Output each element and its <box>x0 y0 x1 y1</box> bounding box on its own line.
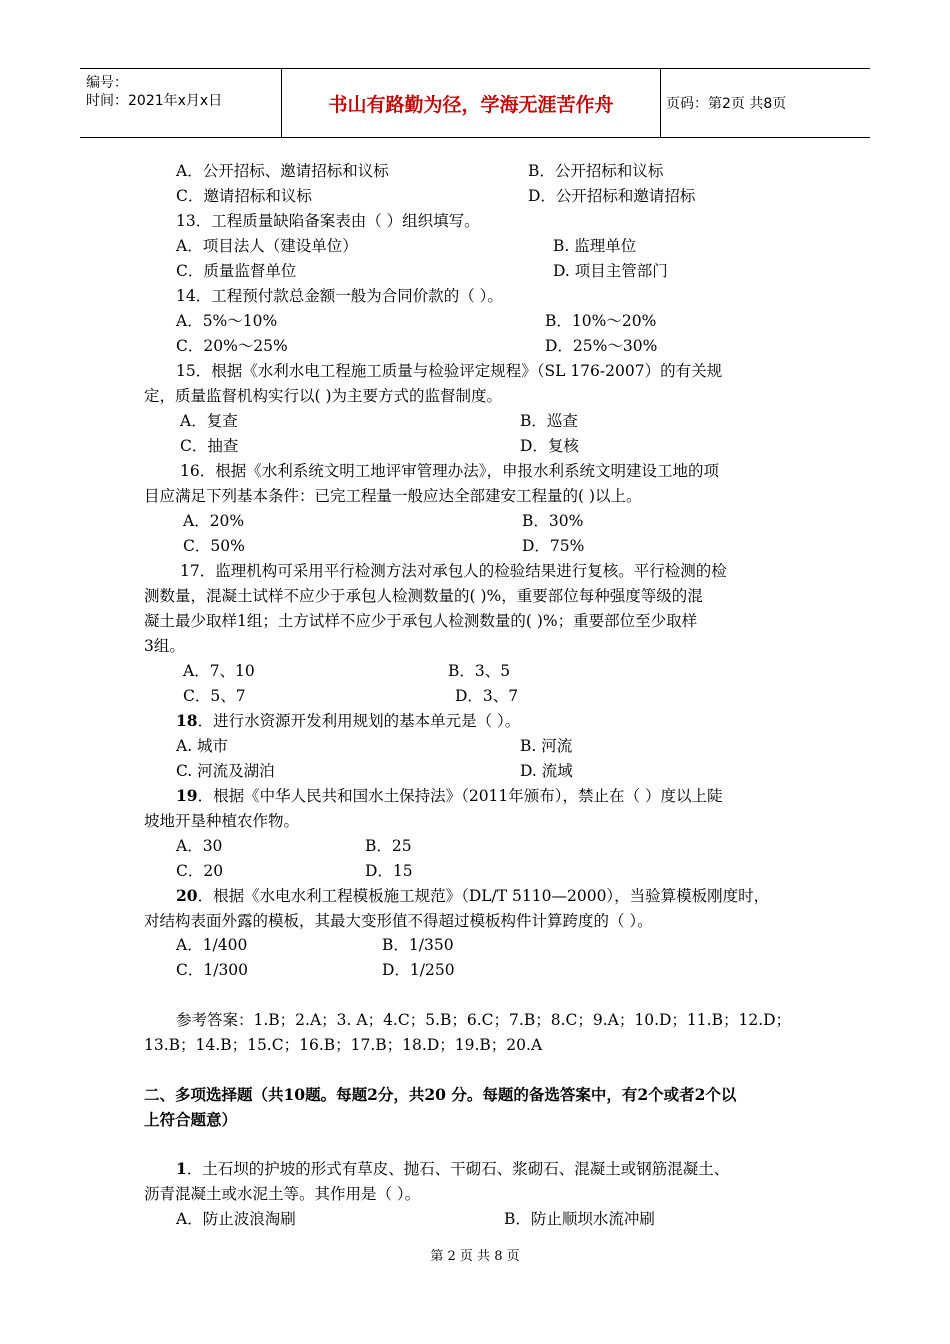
text-line: C．5、7 <box>183 687 246 705</box>
text-line: B．公开招标和议标 <box>528 162 664 180</box>
text-line <box>176 710 520 732</box>
question-text: ．根据《水电水利工程模板施工规范》（DL/T 5110—2000），当验算模板刚度时， <box>197 887 770 905</box>
question-number: 19 <box>176 786 198 805</box>
text-line: 坡地开垦种植农作物。 <box>144 812 300 830</box>
text-line <box>176 785 722 807</box>
time-label: 时间：2021年x月x日 <box>86 93 223 109</box>
question-text: ．土石坝的护坡的形式有草皮、抛石、干砌石、浆砌石、混凝土或钢筋混凝土、 <box>186 1160 730 1178</box>
text-line: C．邀请招标和议标 <box>176 187 312 205</box>
text-line: 沥青混凝土或水泥土等。其作用是（ ）。 <box>144 1185 421 1203</box>
question-text: ．根据《中华人民共和国水土保持法》（2011年颁布），禁止在（ ）度以上陡 <box>197 787 723 805</box>
header-meta <box>80 69 281 137</box>
text-line: 测数量，混凝土试样不应少于承包人检测数量的( )%，重要部位每种强度等级的混 <box>144 587 703 605</box>
text-line: C．20 <box>176 862 224 880</box>
text-line: B．10%～20% <box>545 312 657 330</box>
question-number: 20 <box>176 886 198 905</box>
text-line: 对结构表面外露的模板，其最大变形值不得超过模板构件计算跨度的（ ）。 <box>144 912 653 930</box>
text-line: A．1/400 <box>176 936 248 954</box>
text-line: A．公开招标、邀请招标和议标 <box>176 162 389 180</box>
text-line: 17．监理机构可采用平行检测方法对承包人的检验结果进行复核。平行检测的检 <box>180 562 727 580</box>
header-page-label: 页码：第2页 共8页 <box>666 96 787 112</box>
text-line: 13.B；14.B；15.C；16.B；17.B；18.D；19.B；20.A <box>144 1036 543 1054</box>
page-header <box>80 68 870 138</box>
text-line: A．30 <box>176 837 223 855</box>
text-line <box>176 885 769 907</box>
text-line: D．公开招标和邀请招标 <box>528 187 696 205</box>
text-line: C．质量监督单位 <box>176 262 297 280</box>
text-line: C．50% <box>183 537 245 555</box>
text-line: 上符合题意） <box>144 1110 238 1129</box>
text-line: B．巡查 <box>520 412 578 430</box>
text-line: A．20% <box>183 512 245 530</box>
text-line: A．5%～10% <box>176 312 278 330</box>
text-line: A．7、10 <box>183 662 255 680</box>
text-line <box>176 1158 729 1180</box>
text-line: D．复核 <box>520 437 579 455</box>
text-line: C．20%～25% <box>176 337 288 355</box>
question-number: 1 <box>176 1159 187 1178</box>
text-line: D．75% <box>522 537 585 555</box>
text-line: B．1/350 <box>382 936 454 954</box>
text-line: B. 河流 <box>520 737 573 755</box>
number-label: 编号： <box>86 75 128 91</box>
text-line: 参考答案：1.B；2.A；3. A；4.C；5.B；6.C；7.B；8.C；9.A；10.D；11.B；12.D； <box>176 1011 792 1029</box>
text-line: C．抽查 <box>180 437 239 455</box>
text-line: 凝土最少取样1组；土方试样不应少于承包人检测数量的( )%；重要部位至少取样 <box>144 612 698 630</box>
text-line: 13．工程质量缺陷备案表由（ ）组织填写。 <box>176 212 480 230</box>
question-number: 18 <box>176 711 198 730</box>
text-line: 16．根据《水利系统文明工地评审管理办法》，申报水利系统文明建设工地的项 <box>180 462 719 480</box>
text-line: B．防止顺坝水流冲刷 <box>504 1210 655 1228</box>
text-line: 15．根据《水利水电工程施工质量与检验评定规程》（SL 176-2007）的有关规 <box>176 362 723 380</box>
text-line: D．1/250 <box>382 961 455 979</box>
page-footer: 第 2 页 共 8 页 <box>430 1249 520 1264</box>
text-line: 目应满足下列基本条件：已完工程量一般应达全部建安工程量的( )以上。 <box>144 487 642 505</box>
text-line: A．项目法人（建设单位） <box>176 237 358 255</box>
text-line: B．25 <box>365 837 412 855</box>
header-slogan: 书山有路勤为径，学海无涯苦作舟 <box>281 69 661 137</box>
text-line: 定，质量监督机构实行以( )为主要方式的监督制度。 <box>144 387 503 405</box>
text-line: B．3、5 <box>448 662 511 680</box>
text-line: 14．工程预付款总金额一般为合同价款的（ ）。 <box>176 287 503 305</box>
text-line: B. 监理单位 <box>553 237 637 255</box>
text-line: C. 河流及湖泊 <box>176 762 275 780</box>
text-line: 二、多项选择题（共10题。每题2分，共20 分。每题的备选答案中，有2个或者2个以 <box>144 1085 737 1104</box>
text-line: D．25%～30% <box>545 337 658 355</box>
question-text: ．进行水资源开发利用规划的基本单元是（ ）。 <box>197 712 521 730</box>
text-line: A. 城市 <box>176 737 229 755</box>
text-line: C．1/300 <box>176 961 249 979</box>
text-line: D．15 <box>365 862 413 880</box>
text-line: D. 项目主管部门 <box>553 262 668 280</box>
text-line: D. 流域 <box>520 762 573 780</box>
text-line: 3组。 <box>144 637 185 655</box>
text-line: B．30% <box>522 512 584 530</box>
text-line: A．复查 <box>180 412 238 430</box>
text-line: A．防止波浪淘刷 <box>176 1210 296 1228</box>
text-line: D．3、7 <box>455 687 519 705</box>
